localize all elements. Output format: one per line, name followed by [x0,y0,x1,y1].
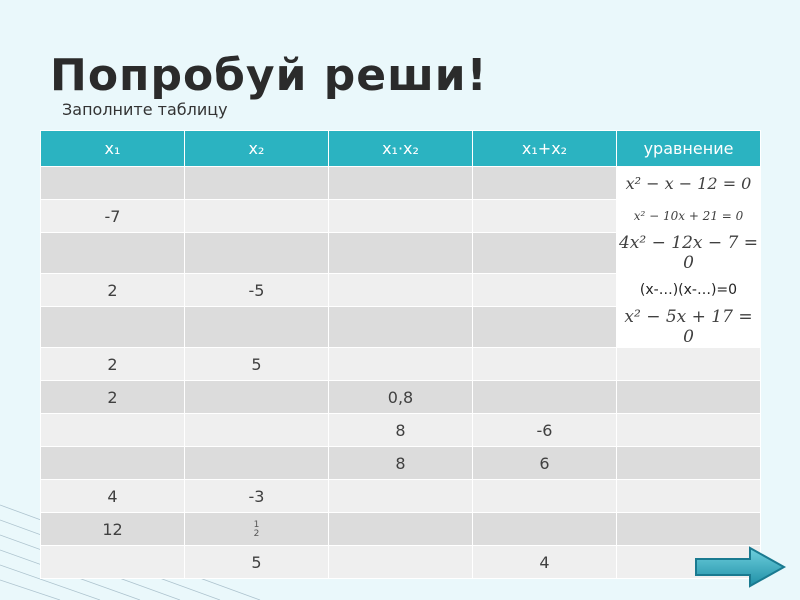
cell-product[interactable] [329,233,473,274]
page-title: Попробуй реши! [50,50,488,101]
cell-x2[interactable]: -5 [185,274,329,307]
table-row [41,414,761,447]
cell-equation: x² − x − 12 = 0 [617,167,761,200]
table-row [41,348,761,381]
cell-x2[interactable] [185,233,329,274]
cell-x2[interactable] [185,200,329,233]
cell-equation[interactable] [617,447,761,480]
table-row [41,381,761,414]
header-sum: x₁+x₂ [473,131,617,167]
cell-sum[interactable] [473,274,617,307]
cell-equation: x² − 10x + 21 = 0 [617,200,761,233]
cell-x2-fraction[interactable] [185,513,329,546]
cell-product[interactable] [329,307,473,348]
cell-product[interactable] [329,274,473,307]
cell-product[interactable] [329,167,473,200]
fraction-denominator: 2 [253,528,260,539]
table-row [41,233,761,274]
fraction-numerator: 1 [253,519,260,530]
cell-equation: (x-…)(x-…)=0 [617,274,761,307]
header-equation: уравнение [617,131,761,167]
cell-x1[interactable]: -7 [41,200,185,233]
table-row [41,200,761,233]
cell-x2[interactable] [185,307,329,348]
cell-equation[interactable] [617,348,761,381]
cell-x2[interactable]: -3 [185,480,329,513]
fill-in-table [40,130,761,579]
header-x1: x₁ [41,131,185,167]
cell-x1[interactable] [41,447,185,480]
table-row [41,307,761,348]
cell-x2[interactable]: 5 [185,348,329,381]
fraction [254,521,260,539]
page-subtitle: Заполните таблицу [62,100,228,119]
cell-product[interactable]: 0,8 [329,381,473,414]
cell-x2[interactable] [185,414,329,447]
cell-sum[interactable] [473,307,617,348]
cell-x1[interactable]: 12 [41,513,185,546]
cell-x1[interactable] [41,414,185,447]
cell-equation[interactable] [617,414,761,447]
cell-x2[interactable] [185,447,329,480]
cell-x2[interactable] [185,381,329,414]
header-x2: x₂ [185,131,329,167]
cell-sum[interactable] [473,348,617,381]
cell-sum[interactable]: 6 [473,447,617,480]
table-row [41,480,761,513]
table-header-row [41,131,761,167]
cell-sum[interactable]: 4 [473,546,617,579]
cell-equation[interactable] [617,480,761,513]
cell-equation: x² − 5x + 17 = 0 [617,307,761,348]
cell-x2[interactable]: 5 [185,546,329,579]
cell-x1[interactable]: 2 [41,381,185,414]
cell-product[interactable] [329,513,473,546]
cell-x1[interactable] [41,233,185,274]
cell-x2[interactable] [185,167,329,200]
cell-product[interactable] [329,480,473,513]
table-row [41,513,761,546]
cell-x1[interactable] [41,546,185,579]
cell-sum[interactable] [473,200,617,233]
header-product: x₁·x₂ [329,131,473,167]
cell-sum[interactable] [473,513,617,546]
cell-product[interactable] [329,200,473,233]
cell-x1[interactable]: 2 [41,274,185,307]
cell-product[interactable] [329,348,473,381]
cell-x1[interactable]: 4 [41,480,185,513]
cell-sum[interactable] [473,167,617,200]
cell-product[interactable]: 8 [329,447,473,480]
cell-equation: 4x² − 12x − 7 = 0 [617,233,761,274]
cell-product[interactable]: 8 [329,414,473,447]
cell-x1[interactable] [41,307,185,348]
arrow-right-icon[interactable] [692,544,788,590]
table-row [41,546,761,579]
cell-x1[interactable] [41,167,185,200]
table-row [41,447,761,480]
cell-sum[interactable]: -6 [473,414,617,447]
cell-equation[interactable] [617,381,761,414]
cell-sum[interactable] [473,381,617,414]
cell-x1[interactable]: 2 [41,348,185,381]
cell-sum[interactable] [473,233,617,274]
table-row [41,274,761,307]
cell-sum[interactable] [473,480,617,513]
cell-product[interactable] [329,546,473,579]
cell-equation[interactable] [617,513,761,546]
table-row [41,167,761,200]
